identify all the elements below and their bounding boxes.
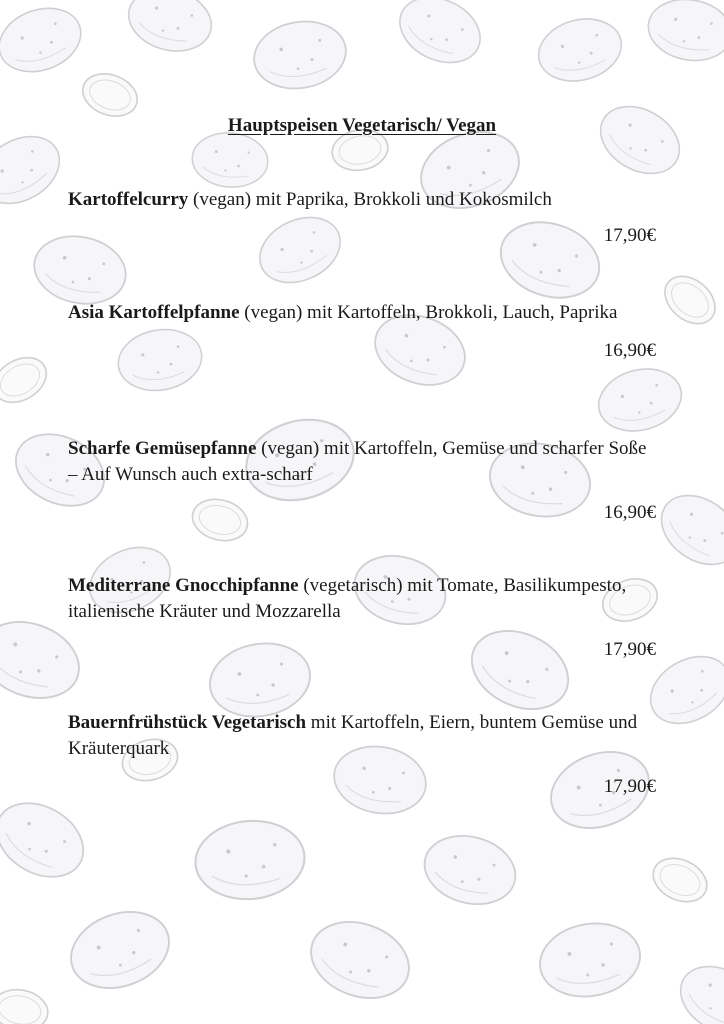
menu-item-text xyxy=(68,710,656,762)
menu-item-description: mit Kartoffeln, Eiern, buntem Gemüse und Kräuterquark xyxy=(68,712,638,759)
menu-item-price: 17,90€ xyxy=(603,639,656,660)
menu-item-description: (vegetarisch) mit Tomate, Basilikumpesto, italienische Kräuter und Mozzarella xyxy=(68,575,627,622)
menu-item xyxy=(68,300,656,362)
menu-item-price: 17,90€ xyxy=(603,225,656,246)
menu-title: Hauptspeisen Vegetarisch/ Vegan xyxy=(227,115,497,136)
menu-item-description: (vegan) mit Kartoffeln, Gemüse und scharfer Soße – Auf Wunsch auch extra-scharf xyxy=(68,438,647,485)
menu-item-price: 16,90€ xyxy=(603,340,656,361)
menu-item xyxy=(68,436,656,524)
menu-item-text xyxy=(68,300,656,326)
menu-item-name: Kartoffelcurry xyxy=(68,189,189,210)
menu-item-name: Asia Kartoffelpfanne xyxy=(68,302,240,323)
menu-item-name: Scharfe Gemüsepfanne xyxy=(68,438,257,459)
menu-item-price: 17,90€ xyxy=(603,776,656,797)
menu-item-text xyxy=(68,573,656,625)
menu-item xyxy=(68,187,656,247)
menu-item-description: (vegan) mit Kartoffeln, Brokkoli, Lauch, Paprika xyxy=(239,302,618,323)
menu-item-price: 16,90€ xyxy=(603,502,656,523)
menu-item-text xyxy=(68,436,656,488)
menu-item xyxy=(68,710,656,798)
menu-item-name: Bauernfrühstück Vegetarisch xyxy=(68,712,307,733)
menu-item-text xyxy=(68,187,656,213)
menu-item-name: Mediterrane Gnocchipfanne xyxy=(68,575,299,596)
menu-item-description: (vegan) mit Paprika, Brokkoli und Kokosmilch xyxy=(188,189,552,210)
menu-item xyxy=(68,573,656,661)
